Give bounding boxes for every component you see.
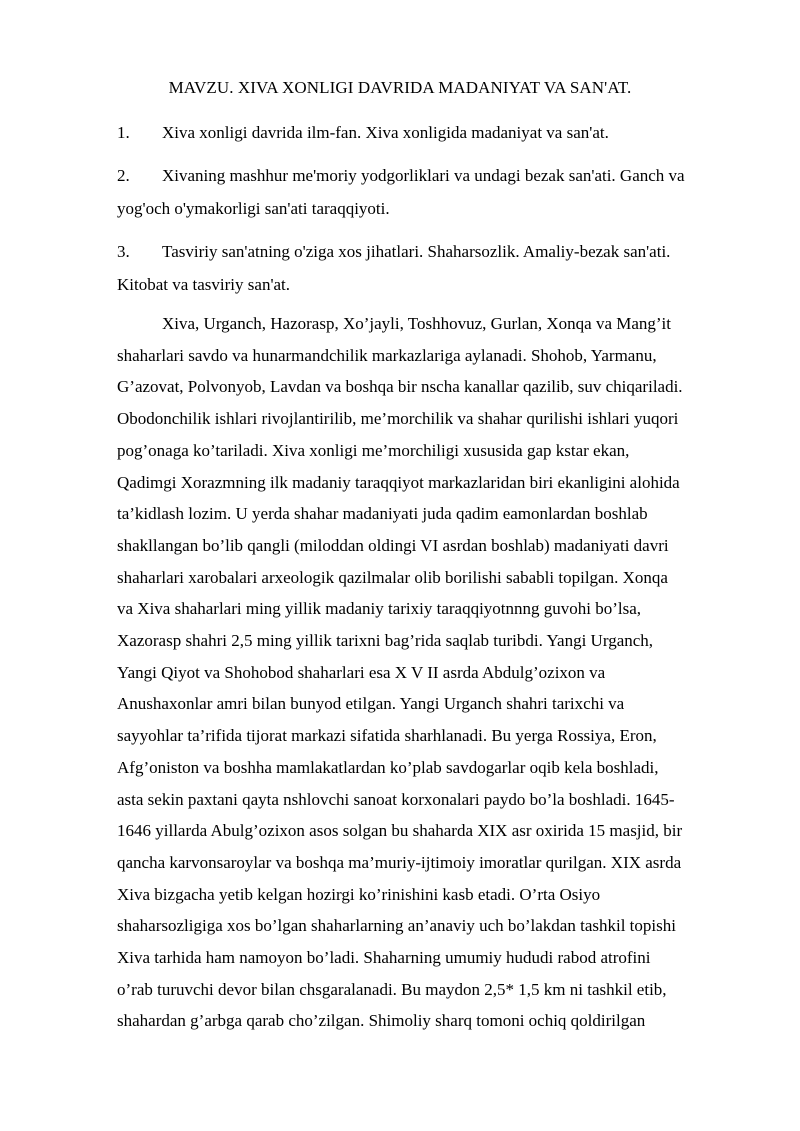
body-line: Xiva tarhida ham namoyon bo’ladi. Shaharning umumiy hududi rabod atrofini — [117, 948, 651, 968]
outline-item-3 — [117, 235, 747, 301]
body-line: Xazorasp shahri 2,5 ming yillik tarixni bag’rida saqlab turibdi. Yangi Urganch, — [117, 631, 654, 651]
outline-item-number: 3. — [117, 242, 130, 261]
body-paragraph — [117, 308, 747, 1037]
body-line: Yangi Qiyot va Shohobod shaharlari esa X V II asrda Abdulg’ozixon va — [117, 662, 606, 682]
body-line: o’rab turuvchi devor bilan chsgaralanadi. Bu maydon 2,5* 1,5 km ni tashkil etib, — [117, 979, 667, 999]
body-line: Xiva, Urganch, Hazorasp, Xo’jayli, Toshhovuz, Gurlan, Xonqa va Mang’it — [162, 314, 672, 333]
body-line: shaharlari xarobalari arxeologik qazilmalar olib borilishi sababli topilgan. Xonqa — [117, 567, 668, 587]
body-line: Qadimgi Xorazmning ilk madaniy taraqqiyot markazlaridan biri ekanligini alohida — [117, 472, 680, 492]
body-line: Afg’oniston va boshha mamlakatlardan ko’plab savdogarlar oqib kela boshladi, — [117, 757, 659, 777]
outline-item-1 — [117, 116, 747, 149]
body-line: ta’kidlash lozim. U yerda shahar madaniyati juda qadim eamonlardan boshlab — [117, 504, 648, 524]
outline-item-2 — [117, 159, 747, 225]
outline-item-number: 2. — [117, 166, 130, 185]
outline-item-text: Xiva xonligi davrida ilm-fan. Xiva xonligida madaniyat va san'at. — [162, 123, 609, 142]
body-line: shakllangan bo’lib qangli (miloddan oldingi VI asrdan boshlab) madaniyati davri — [117, 535, 669, 555]
body-line: sayyohlar ta’rifida tijorat markazi sifatida sharhlanadi. Bu yerga Rossiya, Eron, — [117, 726, 657, 746]
body-line: va Xiva shaharlari ming yillik madaniy tarixiy taraqqiyotnnng guvohi bo’lsa, — [117, 599, 642, 619]
body-line: qancha karvonsaroylar va boshqa ma’muriy-ijtimoiy imoratlar qurilgan. XIX asrda — [117, 852, 682, 872]
outline-item-text-line-1: Xivaning mashhur me'moriy yodgorliklari va undagi bezak san'ati. Ganch va — [162, 166, 685, 185]
body-line: asta sekin paxtani qayta nshlovchi sanoat korxonalari paydo bo’la boshladi. 1645- — [117, 789, 675, 809]
body-line: shaharsozligiga xos bo’lgan shaharlarning an’anaviy uch bo’lakdan tashkil topishi — [117, 916, 676, 936]
outline-item-text-line-2: Kitobat va tasviriy san'at. — [117, 275, 291, 294]
document-title: MAVZU. XIVA XONLIGI DAVRIDA MADANIYAT VA SAN'AT. — [168, 78, 632, 97]
body-line: pog’onaga ko’tariladi. Xiva xonligi me’morchiligi xususida gap kstar ekan, — [117, 440, 630, 460]
outline-item-text-line-1: Tasviriy san'atning o'ziga xos jihatlari. Shaharsozlik. Amaliy-bezak san'ati. — [162, 242, 671, 261]
body-line: shaharlari savdo va hunarmandchilik markazlariga aylanadi. Shohob, Yarmanu, — [117, 345, 657, 365]
body-line: 1646 yillarda Abulg’ozixon asos solgan bu shaharda XIX asr oxirida 15 masjid, bir — [117, 821, 683, 841]
outline-item-number: 1. — [117, 123, 130, 142]
body-line: G’azovat, Polvonyob, Lavdan va boshqa bir nscha kanallar qazilib, suv chiqariladi. — [117, 377, 683, 397]
body-line: shahardan g’arbga qarab cho’zilgan. Shimoliy sharq tomoni ochiq qoldirilgan — [117, 1011, 646, 1031]
body-line: Obodonchilik ishlari rivojlantirilib, me’morchilik va shahar qurilishi ishlari yuqori — [117, 409, 679, 429]
body-line: Anushaxonlar amri bilan bunyod etilgan. Yangi Urganch shahri tarixchi va — [117, 694, 625, 714]
body-line: Xiva bizgacha yetib kelgan hozirgi ko’rinishini kasb etadi. O’rta Osiyo — [117, 884, 601, 904]
outline-item-text-line-2: yog'och o'ymakorligi san'ati taraqqiyoti. — [117, 199, 390, 218]
